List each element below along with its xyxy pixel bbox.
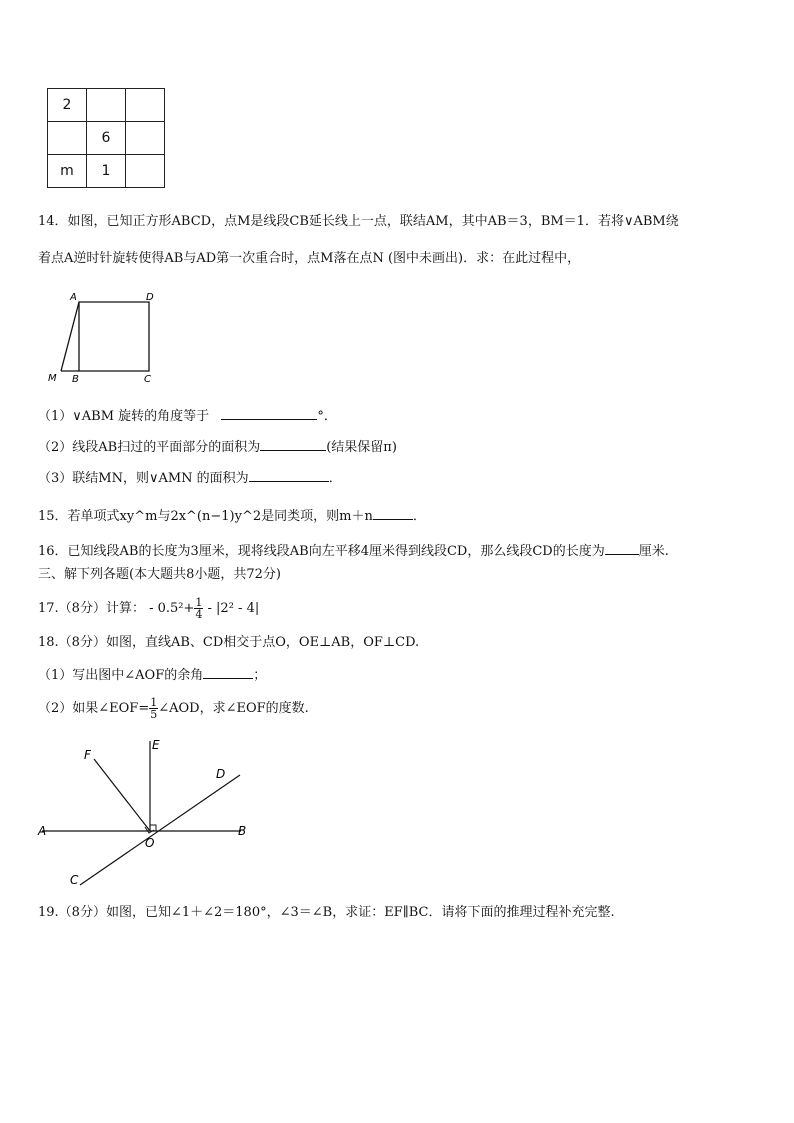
fraction-denominator: 4 — [195, 608, 203, 621]
q14-sub1-text: （1）∨ABM 旋转的角度等于 — [38, 409, 210, 424]
label-F: F — [84, 748, 91, 762]
grid-cell — [126, 89, 165, 122]
grid-cell: 6 — [87, 122, 126, 155]
q16-end: 厘米. — [638, 544, 669, 559]
fraction-numerator: 1 — [150, 696, 158, 709]
answer-blank[interactable] — [249, 467, 329, 482]
q14-square-figure — [40, 288, 170, 388]
number-grid — [47, 88, 165, 188]
grid-cell — [126, 122, 165, 155]
q14-sub3 — [38, 467, 342, 488]
grid-cell — [87, 89, 126, 122]
fraction-numerator: 1 — [195, 596, 203, 609]
label-A: A — [70, 292, 77, 303]
grid-cell — [48, 122, 87, 155]
answer-blank[interactable] — [260, 436, 326, 451]
q15-end: ． — [412, 509, 426, 524]
q17-line — [38, 594, 259, 624]
q15-line — [38, 505, 426, 526]
label-C: C — [70, 873, 79, 887]
q14-sub2-end: (结果保留π) — [326, 440, 397, 455]
q14-sub1-end: °． — [317, 409, 337, 424]
q18-fraction — [149, 697, 158, 720]
label-M: M — [48, 373, 57, 384]
q14-sub2-text: （2）线段AB扫过的平面部分的面积为 — [38, 440, 261, 455]
q18-sub1-end: ； — [253, 668, 267, 683]
q19-line: 19.（8分）如图，已知∠1＋∠2＝180°，∠3＝∠B，求证：EF∥BC．请将下面的推理过程补充完整. — [38, 905, 615, 920]
q14-line2: 着点A逆时针旋转使得AB与AD第一次重合时，点M落在点N (图中未画出)．求：在此过程中， — [38, 251, 581, 266]
grid-cell: 1 — [87, 155, 126, 188]
grid-cell: m — [48, 155, 87, 188]
label-C: C — [144, 374, 151, 385]
answer-blank[interactable] — [605, 540, 639, 555]
q14-line1: 14．如图，已知正方形ABCD，点M是线段CB延长线上一点，联结AM，其中AB＝3，BM＝1．若将∨ABM绕 — [38, 214, 679, 229]
q18-sub1 — [38, 664, 266, 685]
q14-sub3-end: ． — [328, 471, 342, 486]
q14-sub1 — [38, 405, 337, 426]
q17-suffix: - |2² - 4| — [203, 601, 260, 616]
q18-sub2 — [38, 694, 309, 724]
q18-sub2-prefix: （2）如果∠EOF= — [38, 701, 150, 716]
fraction-denominator: 5 — [150, 708, 158, 721]
label-D: D — [146, 292, 154, 303]
label-D: D — [216, 767, 226, 781]
label-O: O — [145, 836, 155, 850]
label-B: B — [72, 374, 79, 385]
q18-sub2-suffix: ∠AOD，求∠EOF的度数. — [158, 701, 309, 716]
q16-text: 16．已知线段AB的长度为3厘米，现将线段AB向左平移4厘米得到线段CD，那么线段CD的长度为 — [38, 544, 605, 559]
q14-sub3-text: （3）联结MN，则∨AMN 的面积为 — [38, 471, 249, 486]
answer-blank[interactable] — [221, 405, 317, 420]
grid-row — [48, 89, 165, 122]
q17-prefix: 17.（8分）计算： - 0.5²+ — [38, 601, 195, 616]
label-A: A — [38, 824, 47, 838]
section-heading: 三、解下列各题(本大题共8小题，共72分) — [38, 567, 281, 582]
label-E: E — [152, 738, 160, 752]
q18-sub1-text: （1）写出图中∠AOF的余角 — [38, 668, 204, 683]
grid-cell — [126, 155, 165, 188]
grid-row — [48, 155, 165, 188]
q18-lines-figure — [36, 735, 256, 895]
answer-blank[interactable] — [373, 505, 413, 520]
grid-cell: 2 — [48, 89, 87, 122]
q14-sub2 — [38, 436, 397, 457]
grid-row — [48, 122, 165, 155]
q16-line — [38, 540, 669, 561]
label-B: B — [238, 824, 247, 838]
q18-line: 18.（8分）如图，直线AB、CD相交于点O，OE⊥AB，OF⊥CD. — [38, 635, 420, 650]
answer-blank[interactable] — [203, 664, 253, 679]
q15-text: 15．若单项式xy^m与2x^(n−1)y^2是同类项，则m＋n — [38, 509, 373, 524]
